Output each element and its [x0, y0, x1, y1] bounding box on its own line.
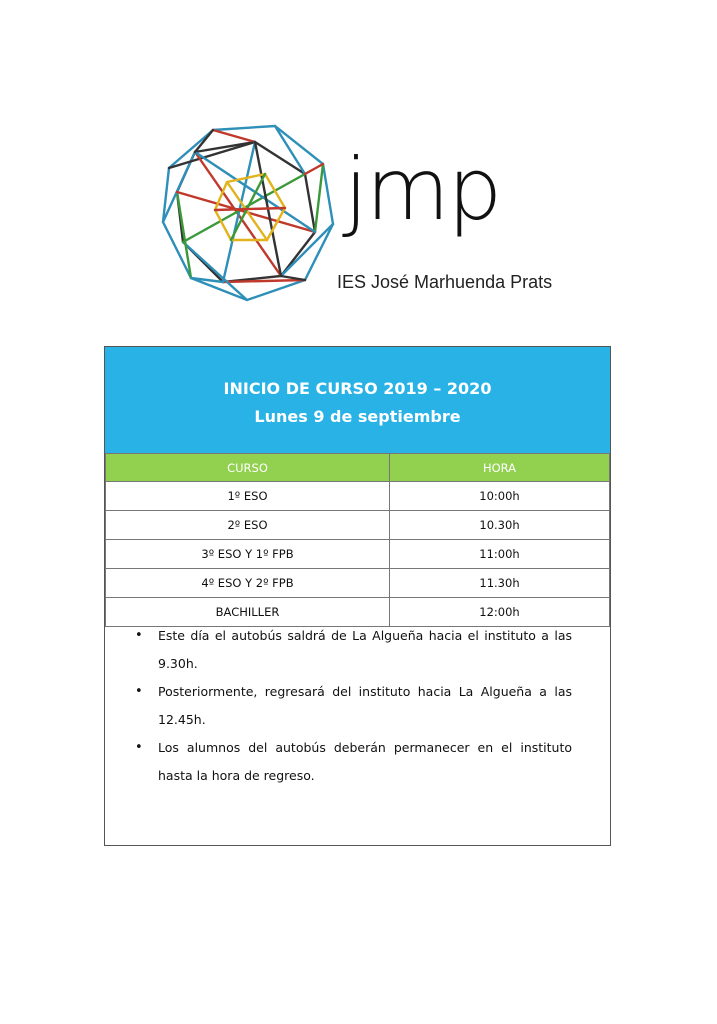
table-row — [106, 540, 610, 569]
hora-cell: 11:00h — [390, 540, 610, 569]
notes-list — [105, 622, 610, 790]
table-header-row — [106, 454, 610, 482]
curso-cell: 3º ESO Y 1º FPB — [106, 540, 390, 569]
curso-cell: 1º ESO — [106, 482, 390, 511]
bullet-icon: • — [135, 684, 143, 699]
table-row — [106, 482, 610, 511]
header-banner — [105, 347, 610, 453]
column-header-curso: CURSO — [106, 454, 390, 482]
school-name: IES José Marhuenda Prats — [337, 272, 553, 292]
list-item — [105, 734, 610, 790]
hora-cell: 10:00h — [390, 482, 610, 511]
page-title: INICIO DE CURSO 2019 – 2020 — [223, 379, 492, 398]
schedule-table — [105, 453, 610, 627]
bullet-icon: • — [135, 628, 143, 643]
list-item — [105, 678, 610, 734]
curso-cell: BACHILLER — [106, 598, 390, 627]
notes-section — [105, 622, 610, 790]
logo-wordmark: jmp — [344, 140, 501, 240]
table-row — [106, 569, 610, 598]
polyhedron-logo-graphic — [155, 112, 355, 312]
hora-cell: 12:00h — [390, 598, 610, 627]
note-text: Posteriormente, regresará del instituto hacia La Algueña a las 12.45h. — [158, 684, 572, 727]
start-date: Lunes 9 de septiembre — [254, 407, 461, 426]
info-box — [104, 346, 611, 846]
school-logo — [155, 112, 555, 312]
note-text: Este día el autobús saldrá de La Algueña hacia el instituto a las 9.30h. — [158, 628, 572, 671]
bullet-icon: • — [135, 740, 143, 755]
curso-cell: 4º ESO Y 2º FPB — [106, 569, 390, 598]
column-header-hora: HORA — [390, 454, 610, 482]
hora-cell: 10.30h — [390, 511, 610, 540]
curso-cell: 2º ESO — [106, 511, 390, 540]
table-row — [106, 511, 610, 540]
list-item — [105, 622, 610, 678]
hora-cell: 11.30h — [390, 569, 610, 598]
note-text: Los alumnos del autobús deberán permanecer en el instituto hasta la hora de regreso. — [158, 740, 572, 783]
